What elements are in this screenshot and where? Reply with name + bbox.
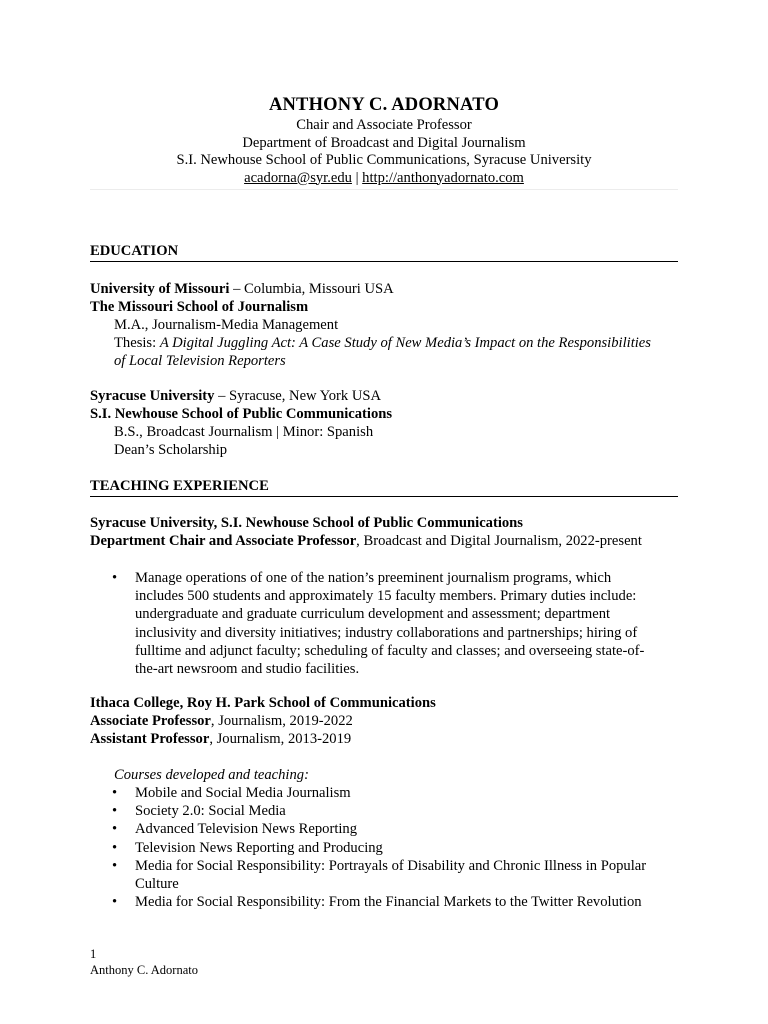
employer-name: Ithaca College, Roy H. Park School of Communications bbox=[90, 695, 436, 711]
course-title: Television News Reporting and Producing bbox=[135, 839, 383, 856]
course-item bbox=[90, 893, 678, 911]
education-entry-missouri bbox=[90, 280, 678, 370]
page-footer bbox=[90, 946, 198, 978]
duties-line: fulltime and adjunct faculty; scheduling of faculty and classes; and overseeing state-of- bbox=[135, 642, 645, 659]
degree: B.S., Broadcast Journalism | Minor: Spanish bbox=[114, 424, 374, 440]
thesis-title: A Digital Juggling Act: A Case Study of New Media’s Impact on the Responsibilities bbox=[159, 335, 651, 351]
course-title: Advanced Television News Reporting bbox=[135, 821, 358, 838]
course-title: Mobile and Social Media Journalism bbox=[135, 785, 351, 801]
duties-item bbox=[90, 569, 678, 678]
course-item bbox=[90, 820, 678, 838]
employer-name: Syracuse University, S.I. Newhouse School of Public Communications bbox=[90, 515, 523, 531]
institution-name: Syracuse University bbox=[90, 388, 215, 404]
bullet-icon: • bbox=[112, 570, 118, 586]
author-title: Chair and Associate Professor bbox=[296, 117, 472, 133]
courses-label: Courses developed and teaching: bbox=[114, 767, 309, 783]
duties-line: undergraduate and graduate curriculum development and assessment; department bbox=[135, 606, 611, 623]
institution-location: – Columbia, Missouri USA bbox=[229, 281, 394, 297]
position-ithaca bbox=[90, 694, 678, 748]
teaching-heading: TEACHING EXPERIENCE bbox=[90, 477, 678, 497]
school-name: S.I. Newhouse School of Public Communications bbox=[90, 406, 393, 422]
education-entry-syracuse bbox=[90, 387, 678, 459]
bullet-icon: • bbox=[112, 821, 118, 838]
duties-line: includes 500 students and approximately 15 faculty members. Primary duties include: bbox=[135, 588, 637, 605]
thesis bbox=[90, 334, 678, 352]
bullet-icon: • bbox=[112, 785, 118, 801]
header-divider bbox=[90, 189, 678, 190]
bullet-icon: • bbox=[112, 839, 118, 856]
course-title: Media for Social Responsibility: Portrayals of Disability and Chronic Illness in Popular bbox=[135, 857, 647, 874]
duties-line: inclusivity and diversity initiatives; industry collaborations and partnerships; hiring of bbox=[135, 624, 638, 641]
degree: M.A., Journalism-Media Management bbox=[114, 317, 339, 333]
institution-name: University of Missouri bbox=[90, 281, 230, 297]
course-title-continued: Culture bbox=[135, 876, 179, 893]
bullet-icon: • bbox=[112, 894, 118, 911]
page-number: 1 bbox=[90, 947, 97, 961]
website-link[interactable]: http://anthonyadornato.com bbox=[362, 169, 524, 186]
footer-author: Anthony C. Adornato bbox=[90, 963, 198, 977]
honor: Dean’s Scholarship bbox=[114, 442, 228, 458]
duties-list bbox=[90, 569, 678, 678]
duties-line: the-art newsroom and studio facilities. bbox=[135, 661, 360, 678]
bullet-icon: • bbox=[112, 857, 118, 874]
role-detail: , Journalism, 2019-2022 bbox=[210, 713, 353, 729]
thesis-label: Thesis: bbox=[114, 335, 160, 351]
course-title: Media for Social Responsibility: From the Financial Markets to the Twitter Revolution bbox=[135, 894, 642, 911]
duties-line: Manage operations of one of the nation’s preeminent journalism programs, which bbox=[135, 570, 612, 586]
course-item bbox=[90, 839, 678, 857]
role-title: Assistant Professor bbox=[90, 731, 210, 747]
courses-section bbox=[90, 766, 678, 911]
position-syracuse bbox=[90, 514, 678, 550]
thesis-title-continued: of Local Television Reporters bbox=[114, 353, 286, 369]
school-name: The Missouri School of Journalism bbox=[90, 299, 309, 315]
course-item bbox=[90, 857, 678, 893]
course-title: Society 2.0: Social Media bbox=[135, 803, 286, 820]
cv-header bbox=[90, 93, 678, 187]
role-title: Department Chair and Associate Professor bbox=[90, 533, 357, 549]
contact-separator: | bbox=[351, 169, 363, 186]
email-link[interactable]: acadorna@syr.edu bbox=[244, 169, 352, 186]
author-name: ANTHONY C. ADORNATO bbox=[268, 95, 500, 115]
course-item bbox=[90, 802, 678, 820]
role-title: Associate Professor bbox=[90, 713, 211, 729]
contact-line bbox=[90, 170, 678, 188]
courses-list bbox=[90, 784, 678, 911]
institution-location: – Syracuse, New York USA bbox=[214, 388, 382, 404]
author-school: S.I. Newhouse School of Public Communications, Syracuse University bbox=[176, 152, 592, 168]
course-item bbox=[90, 784, 678, 802]
role-detail: , Broadcast and Digital Journalism, 2022-present bbox=[356, 533, 642, 549]
bullet-icon: • bbox=[112, 803, 118, 820]
education-heading: EDUCATION bbox=[90, 242, 678, 262]
role-detail: , Journalism, 2013-2019 bbox=[209, 731, 352, 747]
author-department: Department of Broadcast and Digital Journalism bbox=[242, 134, 526, 151]
